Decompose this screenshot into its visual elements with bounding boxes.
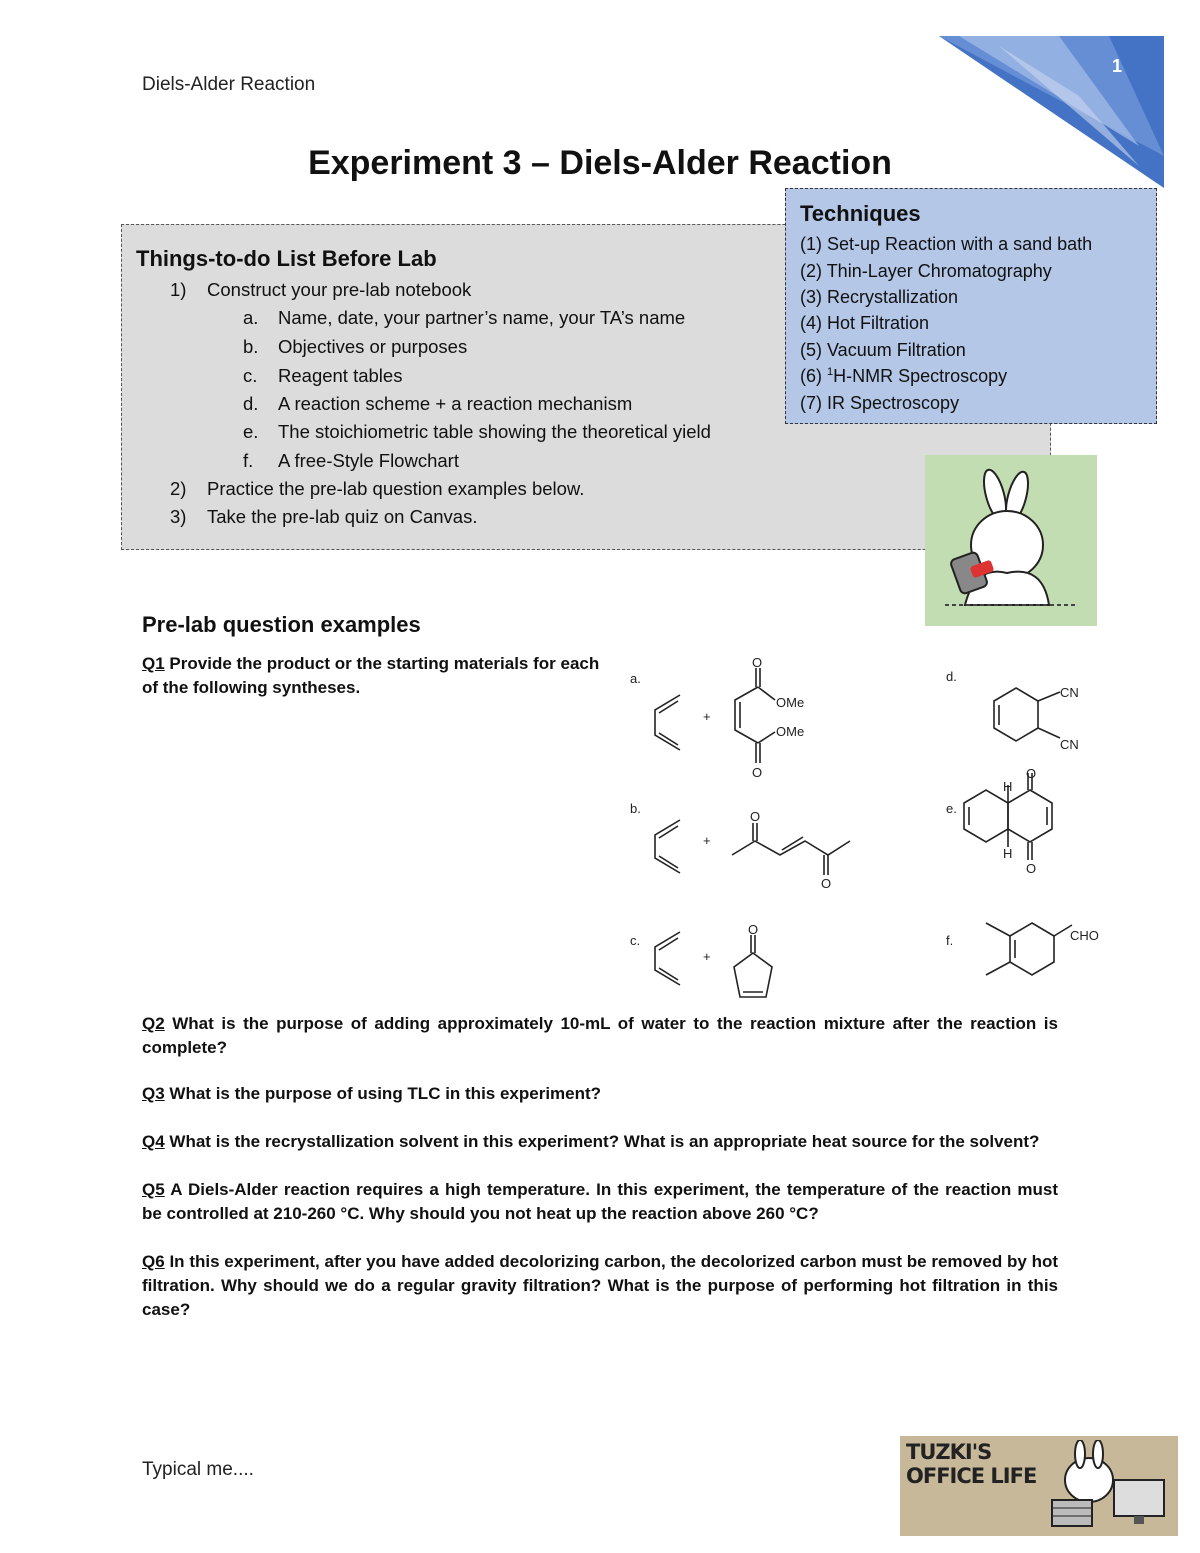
question-text: A Diels-Alder reaction requires a high temperature. In this experiment, the temperature of the reaction must be controlled at 210-260 °C. Why should you not heat up the reaction above 260 °C? (142, 1180, 1059, 1223)
reaction-label-a: a. (630, 671, 641, 686)
ad-title-line1: TUZKI'S (906, 1440, 992, 1464)
technique-item (800, 287, 958, 308)
page-title: Experiment 3 – Diels-Alder Reaction (308, 144, 892, 182)
technique-item (800, 366, 1007, 387)
todo-subitem-text: Objectives or purposes (278, 336, 468, 357)
question-4 (142, 1130, 1058, 1154)
technique-item (800, 393, 959, 414)
technique-number: (2) (800, 261, 822, 281)
question-number: Q3 (142, 1084, 165, 1103)
atom-label-h: H (1003, 846, 1013, 861)
atom-label-ome: OMe (776, 695, 805, 710)
question-number: Q1 (142, 654, 165, 673)
atom-label-cho: CHO (1070, 928, 1099, 943)
technique-item (800, 261, 1052, 282)
reaction-label-c: c. (630, 933, 641, 948)
question-3 (142, 1082, 1058, 1106)
reaction-label-e: e. (946, 801, 957, 816)
plus-sign: + (703, 949, 711, 964)
todo-item-text: Take the pre-lab quiz on Canvas. (207, 506, 478, 527)
techniques-title: Techniques (800, 201, 921, 226)
reaction-schemes (620, 645, 1100, 1010)
atom-label-o: O (748, 922, 759, 937)
running-header: Diels-Alder Reaction (142, 74, 316, 95)
technique-item (800, 234, 1092, 255)
atom-label-o: O (1026, 861, 1037, 876)
todo-subitem-letter: b. (243, 336, 259, 357)
todo-subitem-text: Reagent tables (278, 365, 403, 386)
question-2 (142, 1012, 1058, 1060)
question-number: Q5 (142, 1180, 165, 1199)
question-number: Q4 (142, 1132, 165, 1151)
todo-subitem-text: A free-Style Flowchart (278, 450, 459, 471)
question-text: What is the purpose of using TLC in this experiment? (169, 1084, 602, 1103)
question-text: What is the purpose of adding approximately 10-mL of water to the reaction mixture after the reaction is complete? (142, 1014, 1058, 1057)
technique-text: Thin-Layer Chromatography (826, 261, 1052, 281)
reaction-label-f: f. (946, 933, 954, 948)
reaction-label-d: d. (946, 669, 957, 684)
atom-label-h: H (1003, 779, 1013, 794)
todo-title: Things-to-do List Before Lab (136, 246, 437, 271)
question-text: Provide the product or the starting materials for each of the following syntheses. (142, 654, 600, 697)
technique-number: (1) (800, 234, 822, 254)
todo-subitem-text: Name, date, your partner’s name, your TA’s name (278, 307, 686, 328)
technique-text: H-NMR Spectroscopy (833, 366, 1008, 386)
atom-label-cn: CN (1060, 737, 1079, 752)
footer-text: Typical me.... (142, 1459, 254, 1480)
technique-text: Hot Filtration (827, 313, 930, 333)
todo-item-number: 2) (170, 478, 187, 499)
prelab-section-title: Pre-lab question examples (142, 612, 421, 637)
technique-number: (5) (800, 340, 822, 360)
technique-number: (4) (800, 313, 822, 333)
technique-number: (7) (800, 393, 822, 413)
plus-sign: + (703, 833, 711, 848)
technique-text: Vacuum Filtration (827, 340, 966, 360)
reaction-label-b: b. (630, 801, 641, 816)
technique-number: (3) (800, 287, 822, 307)
question-5 (142, 1178, 1058, 1226)
plus-sign: + (703, 709, 711, 724)
question-number: Q2 (142, 1014, 165, 1033)
technique-item (800, 313, 929, 334)
atom-label-o: O (1026, 766, 1037, 781)
question-text: What is the recrystallization solvent in this experiment? What is an appropriate heat source for the solvent? (169, 1132, 1040, 1151)
technique-text: Recrystallization (827, 287, 959, 307)
question-1 (142, 652, 612, 700)
todo-item-text: Construct your pre-lab notebook (207, 279, 472, 300)
todo-item-number: 3) (170, 506, 187, 527)
technique-text: IR Spectroscopy (827, 393, 960, 413)
todo-subitem-letter: f. (243, 450, 254, 471)
todo-subitem-text: The stoichiometric table showing the theoretical yield (278, 421, 711, 442)
question-number: Q6 (142, 1252, 165, 1271)
todo-subitem-letter: d. (243, 393, 259, 414)
technique-number: (6) (800, 366, 822, 386)
tuzki-desk-icon (1044, 1440, 1174, 1532)
ad-title-line2: OFFICE LIFE (906, 1464, 1037, 1488)
question-text: In this experiment, after you have added decolorizing carbon, the decolorized carbon must be removed by hot filtration. Why should we do a regular gravity filtration? What is the purpose of performing hot filtration in this case? (142, 1252, 1058, 1319)
atom-label-o: O (821, 876, 832, 891)
atom-label-o: O (750, 809, 761, 824)
atom-label-cn: CN (1060, 685, 1079, 700)
tuzki-office-life-image (900, 1436, 1178, 1536)
question-6 (142, 1250, 1058, 1322)
technique-item (800, 340, 966, 361)
todo-subitem-letter: a. (243, 307, 259, 328)
atom-label-o: O (752, 655, 763, 670)
todo-subitem-text: A reaction scheme + a reaction mechanism (278, 393, 633, 414)
atom-label-o: O (752, 765, 763, 780)
page-number: 1 (1111, 56, 1122, 76)
atom-label-ome: OMe (776, 724, 805, 739)
technique-text: Set-up Reaction with a sand bath (827, 234, 1093, 254)
bunny-phone-illustration (925, 455, 1097, 626)
technique-superscript: 1 (827, 366, 834, 378)
todo-item-number: 1) (170, 279, 187, 300)
todo-subitem-letter: e. (243, 421, 259, 442)
todo-subitem-letter: c. (243, 365, 258, 386)
todo-item-text: Practice the pre-lab question examples below. (207, 478, 585, 499)
